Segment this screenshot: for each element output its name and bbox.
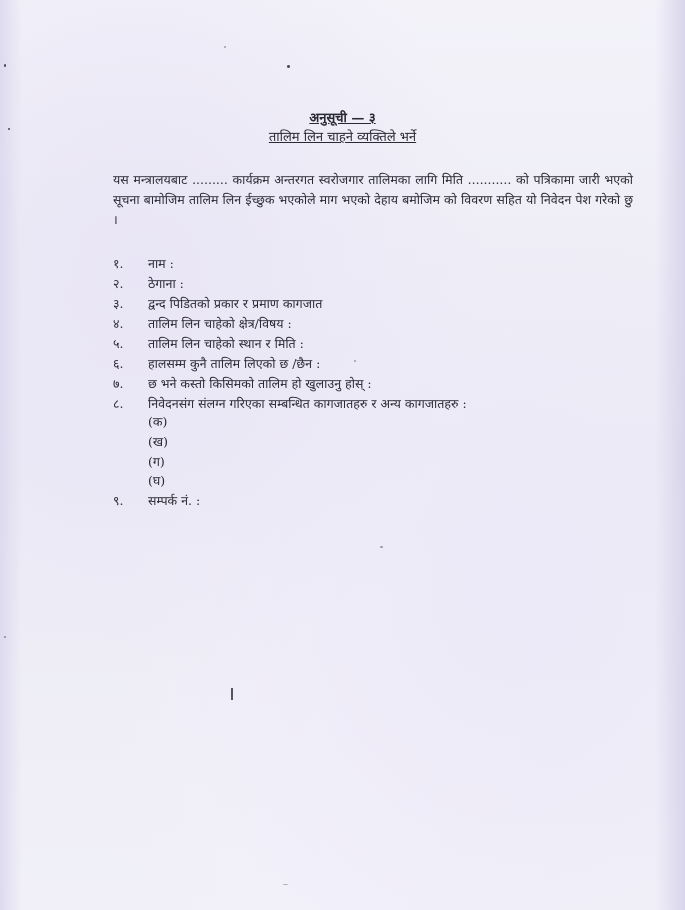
item-number: १. bbox=[113, 256, 124, 271]
form-subheading-text: तालिम लिन चाहने व्यक्तिले भर्ने bbox=[268, 130, 417, 145]
form-item-name bbox=[113, 255, 174, 273]
attachment-slot-ga: (ग) bbox=[148, 454, 165, 469]
annex-heading bbox=[0, 110, 685, 128]
form-item-place-date bbox=[113, 335, 304, 353]
item-label: ठेगाना : bbox=[148, 276, 184, 291]
scan-speck bbox=[380, 546, 383, 548]
attachment-slot-kha: (ख) bbox=[148, 434, 168, 449]
form-item-training-detail bbox=[113, 375, 372, 393]
item-number: ३. bbox=[113, 296, 124, 311]
item-number: ७. bbox=[113, 376, 124, 391]
item-label: नाम : bbox=[148, 256, 174, 271]
item-label: तालिम लिन चाहेको स्थान र मिति : bbox=[148, 336, 304, 351]
attachment-slot-gha: (घ) bbox=[148, 473, 166, 488]
item-label: छ भने कस्तो किसिमको तालिम हो खुलाउनु होस् : bbox=[148, 376, 372, 391]
item-number: २. bbox=[113, 276, 124, 291]
item-label: तालिम लिन चाहेको क्षेत्र/विषय : bbox=[148, 316, 292, 331]
item-label: द्वन्द पिडितको प्रकार र प्रमाण कागजात bbox=[148, 296, 323, 311]
item-number: ६. bbox=[113, 356, 124, 371]
scan-speck bbox=[224, 46, 226, 48]
attachment-slot-ka: (क) bbox=[148, 414, 168, 429]
form-item-training-field bbox=[113, 315, 292, 333]
item-label: सम्पर्क नं. : bbox=[148, 493, 201, 508]
form-item-attachments bbox=[113, 395, 467, 413]
item-number: ४. bbox=[113, 316, 124, 331]
scan-speck bbox=[354, 360, 356, 362]
intro-paragraph: यस मन्त्रालयबाट ......... कार्यक्रम अन्तरगत स्वरोजगार तालिमका लागि मिति ........... को पत्रिकामा जारी भएको सूचना बामोजिम तालिम लिन ईच्छुक भएकोले माग भएको देहाय बमोजिम को विवरण सहित यो निवेदन पेश गरेको छु । bbox=[113, 172, 633, 227]
scan-mark bbox=[231, 688, 233, 700]
scan-speck bbox=[283, 884, 288, 885]
scan-speck bbox=[4, 636, 6, 638]
scan-speck bbox=[287, 65, 290, 68]
item-number: ९. bbox=[113, 493, 124, 508]
item-number: ५. bbox=[113, 336, 124, 351]
item-label: निवेदनसंग संलग्न गरिएका सम्बन्धित कागजातहरु र अन्य कागजातहरु : bbox=[148, 396, 467, 411]
item-label: हालसम्म कुनै तालिम लिएको छ /छैन : bbox=[148, 356, 321, 371]
item-number: ८. bbox=[113, 396, 124, 411]
form-item-victim-type bbox=[113, 295, 322, 313]
annex-heading-text: अनुसूची — ३ bbox=[309, 111, 376, 126]
scan-speck bbox=[4, 64, 6, 67]
form-subheading bbox=[0, 129, 685, 147]
form-item-previous-training bbox=[113, 355, 320, 373]
form-item-contact-number bbox=[113, 492, 200, 510]
form-item-address bbox=[113, 275, 184, 293]
